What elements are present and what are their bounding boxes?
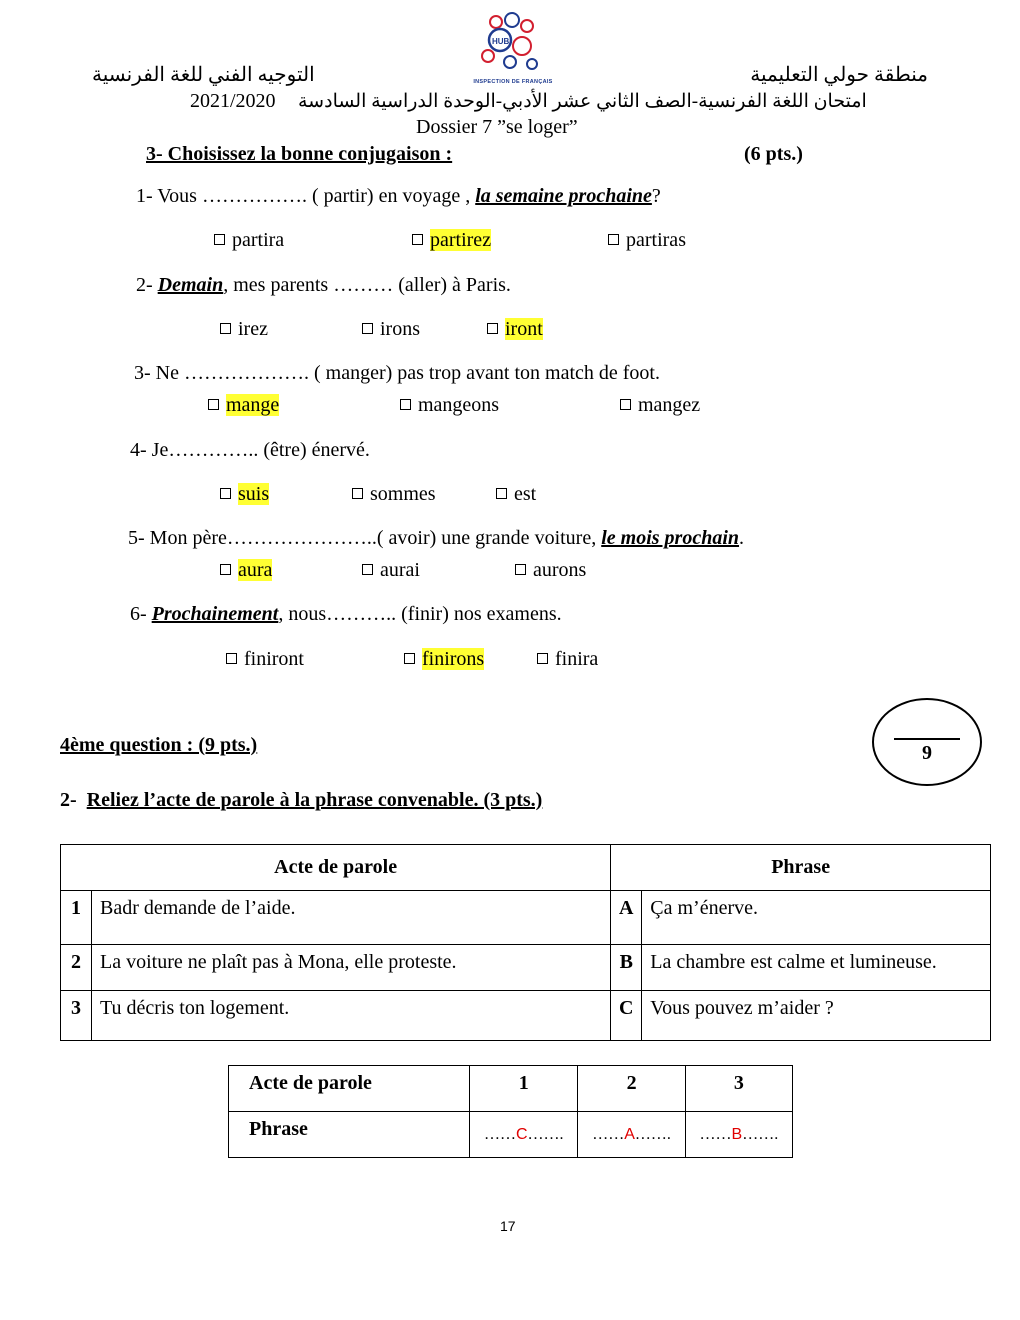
question4-title: 4ème question : (9 pts.) <box>60 734 258 756</box>
checkbox-icon <box>220 488 231 499</box>
exam-year: 2021/2020 <box>190 90 276 112</box>
answer-value: C <box>515 1126 528 1143</box>
question-1: 1- Vous ……………. ( partir) en voyage , la semaine prochaine? <box>136 185 661 207</box>
row-letter: B <box>611 945 642 991</box>
option-4b[interactable]: sommes <box>352 483 436 506</box>
answer-row1-label: Acte de parole <box>229 1066 470 1112</box>
option-6b[interactable]: finirons <box>404 648 484 671</box>
answer-table <box>228 1065 793 1158</box>
option-5c[interactable]: aurons <box>515 559 586 582</box>
checkbox-icon <box>400 399 411 410</box>
header-acte: Acte de parole <box>61 845 611 891</box>
checkbox-icon <box>515 564 526 575</box>
option-6c[interactable]: finira <box>537 648 598 671</box>
option-4a[interactable]: suis <box>220 483 269 506</box>
phrase-cell: Vous pouvez m’aider ? <box>642 991 991 1041</box>
option-2b[interactable]: irons <box>362 318 420 341</box>
row-letter: A <box>611 891 642 945</box>
dossier-title: Dossier 7 ”se loger” <box>416 116 578 138</box>
exam-line: امتحان اللغة الفرنسية-الصف الثاني عشر الأدبي-الوحدة الدراسية السادسة <box>298 91 867 112</box>
option-1c[interactable]: partiras <box>608 229 686 252</box>
score-line <box>894 738 960 740</box>
score-circle <box>872 698 982 786</box>
option-1a[interactable]: partira <box>214 229 284 252</box>
logo-circles-icon <box>470 12 556 74</box>
question-6: 6- Prochainement, nous……….. (finir) nos examens. <box>130 603 562 625</box>
checkbox-icon <box>412 234 423 245</box>
checkbox-icon <box>620 399 631 410</box>
answer-cell-3[interactable]: ……B……. <box>685 1112 792 1158</box>
option-5a[interactable]: aura <box>220 559 272 582</box>
section3-title: 3- Choisissez la bonne conjugaison : <box>146 143 453 165</box>
acte-cell: Tu décris ton logement. <box>92 991 611 1041</box>
question-4: 4- Je………….. (être) énervé. <box>130 439 370 461</box>
answer-col-1: 1 <box>470 1066 578 1112</box>
row-number: 2 <box>61 945 92 991</box>
checkbox-icon <box>608 234 619 245</box>
page-number: 17 <box>500 1218 516 1234</box>
checkbox-icon <box>487 323 498 334</box>
answer-col-3: 3 <box>685 1066 792 1112</box>
checkbox-icon <box>220 323 231 334</box>
checkbox-icon <box>404 653 415 664</box>
checkbox-icon <box>208 399 219 410</box>
row-number: 1 <box>61 891 92 945</box>
logo-subtext: INSPECTION DE FRANÇAIS <box>473 79 553 85</box>
answer-col-2: 2 <box>578 1066 685 1112</box>
row-number: 3 <box>61 991 92 1041</box>
checkbox-icon <box>362 564 373 575</box>
answer-value: B <box>731 1126 743 1143</box>
checkbox-icon <box>352 488 363 499</box>
question-2: 2- Demain, mes parents ……… (aller) à Paris. <box>136 274 511 296</box>
question-3: 3- Ne ………………. ( manger) pas trop avant ton match de foot. <box>134 362 660 384</box>
option-3c[interactable]: mangez <box>620 394 700 417</box>
question-5: 5- Mon père…………………..( avoir) une grande voiture, le mois prochain. <box>128 527 745 549</box>
answer-row2-label: Phrase <box>229 1112 470 1158</box>
table-row <box>61 945 991 991</box>
table-row <box>61 991 991 1041</box>
checkbox-icon <box>214 234 225 245</box>
option-2a[interactable]: irez <box>220 318 268 341</box>
logo-text: HUB <box>492 37 510 46</box>
phrase-cell: Ça m’énerve. <box>642 891 991 945</box>
answer-cell-2[interactable]: ……A……. <box>578 1112 685 1158</box>
matching-table <box>60 844 991 1041</box>
option-3b[interactable]: mangeons <box>400 394 499 417</box>
checkbox-icon <box>220 564 231 575</box>
option-5b[interactable]: aurai <box>362 559 420 582</box>
option-2c[interactable]: iront <box>487 318 543 341</box>
section3-points: (6 pts.) <box>744 143 803 165</box>
header-phrase: Phrase <box>611 845 991 891</box>
table-row <box>61 891 991 945</box>
row-letter: C <box>611 991 642 1041</box>
header-right: منطقة حولي التعليمية <box>750 64 928 86</box>
option-4c[interactable]: est <box>496 483 536 506</box>
checkbox-icon <box>226 653 237 664</box>
checkbox-icon <box>537 653 548 664</box>
answer-cell-1[interactable]: ……C……. <box>470 1112 578 1158</box>
acte-cell: Badr demande de l’aide. <box>92 891 611 945</box>
checkbox-icon <box>362 323 373 334</box>
subquestion-2: 2- Reliez l’acte de parole à la phrase convenable. (3 pts.) <box>60 789 543 811</box>
option-6a[interactable]: finiront <box>226 648 304 671</box>
phrase-cell: La chambre est calme et lumineuse. <box>642 945 991 991</box>
acte-cell: La voiture ne plaît pas à Mona, elle proteste. <box>92 945 611 991</box>
header-left: التوجيه الفني للغة الفرنسية <box>92 64 315 86</box>
score-total: 9 <box>922 742 932 764</box>
option-1b[interactable]: partirez <box>412 229 491 252</box>
inspection-logo <box>470 12 556 85</box>
answer-value: A <box>624 1126 635 1143</box>
option-3a[interactable]: mange <box>208 394 279 417</box>
checkbox-icon <box>496 488 507 499</box>
